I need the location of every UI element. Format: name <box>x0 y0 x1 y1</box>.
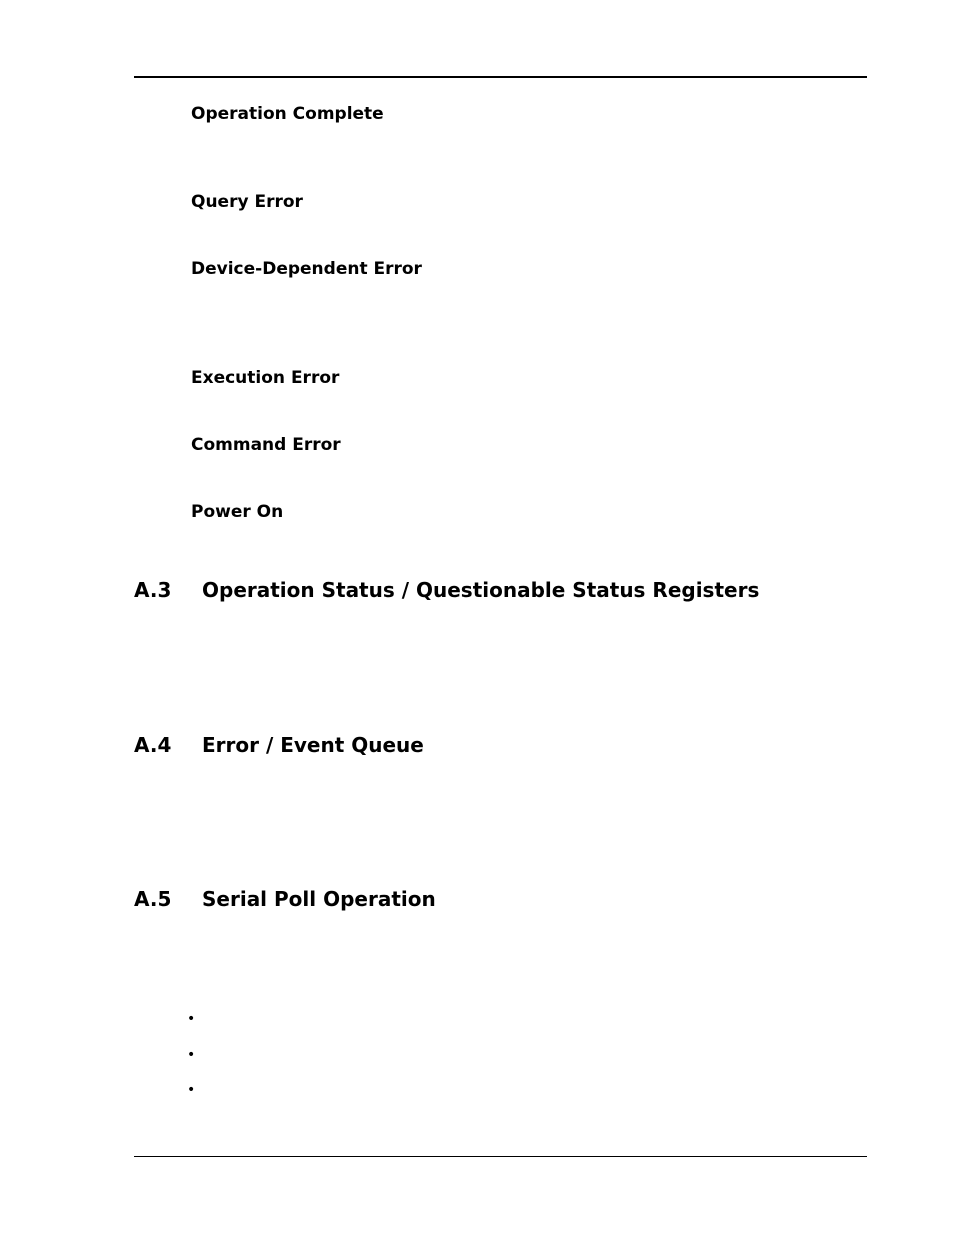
bullet-marker: • <box>187 1082 196 1098</box>
section-title: Serial Poll Operation <box>202 887 436 911</box>
term-power-on: Power On <box>191 502 284 522</box>
section-number: A.5 <box>134 887 172 911</box>
bullet-marker: • <box>187 1011 196 1027</box>
section-number: A.4 <box>134 733 172 757</box>
header-rule <box>134 76 867 78</box>
term-execution-error: Execution Error <box>191 368 340 388</box>
section-number: A.3 <box>134 578 172 602</box>
section-title: Error / Event Queue <box>202 733 424 757</box>
term-command-error: Command Error <box>191 435 341 455</box>
bullet-marker: • <box>187 1047 196 1063</box>
term-operation-complete: Operation Complete <box>191 104 384 124</box>
term-device-dependent-error: Device-Dependent Error <box>191 259 422 279</box>
section-heading-a5 <box>134 886 436 912</box>
section-heading-a4 <box>134 732 424 758</box>
term-query-error: Query Error <box>191 192 303 212</box>
footer-rule <box>134 1156 867 1157</box>
section-heading-a3 <box>134 577 759 603</box>
section-title: Operation Status / Questionable Status Registers <box>202 578 760 602</box>
